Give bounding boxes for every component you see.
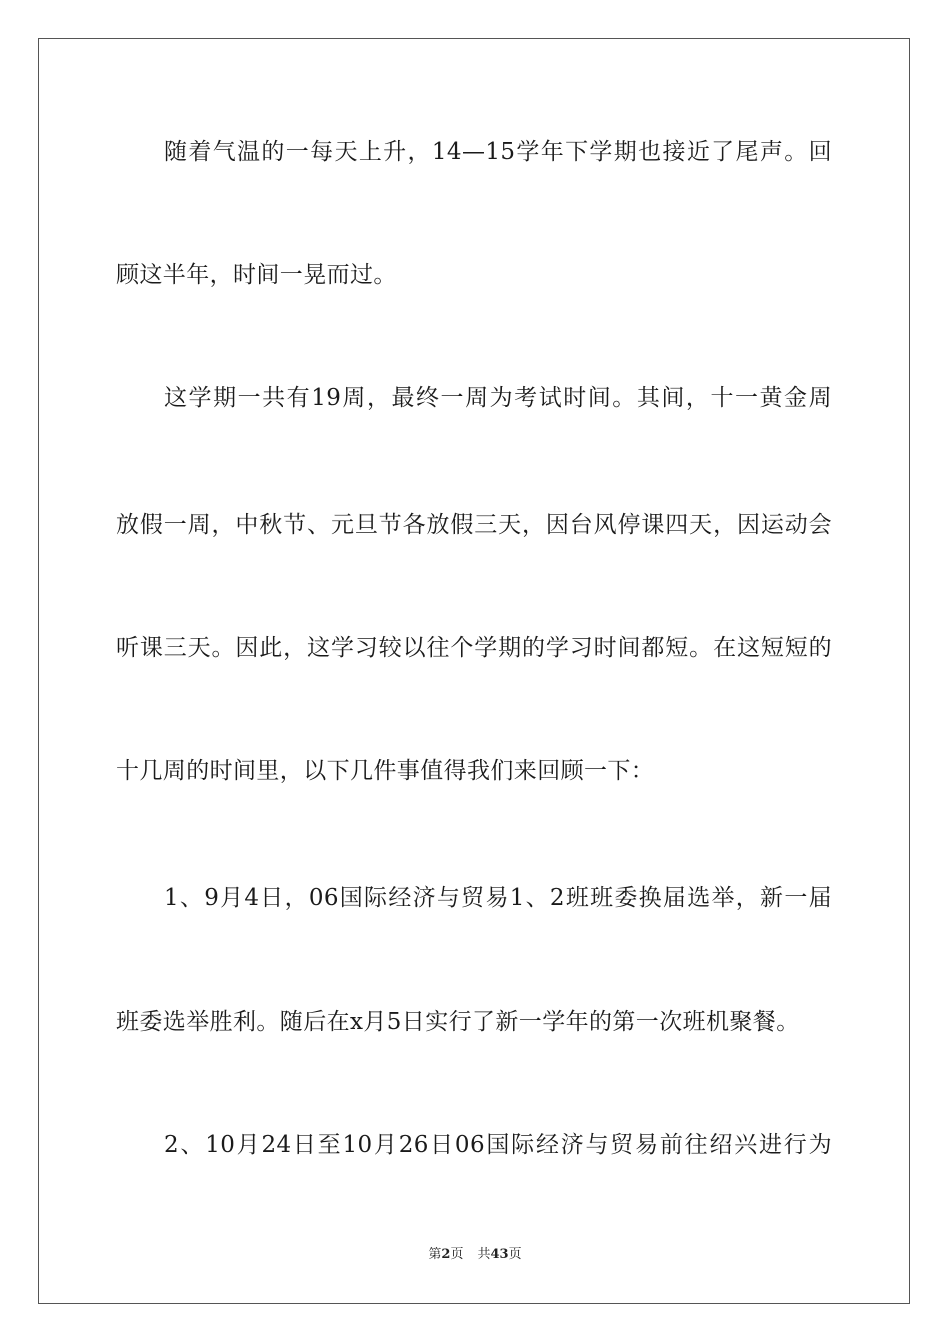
page-suffix: 页 bbox=[450, 1247, 464, 1262]
paragraph-line-1: 随着气温的一每天上升，14—15学年下学期也接近了尾声。回 bbox=[164, 139, 832, 165]
paragraph-line-8: 班委选举胜利。随后在x月5日实行了新一学年的第一次班机聚餐。 bbox=[116, 1009, 800, 1035]
paragraph-line-9: 2、10月24日至10月26日06国际经济与贸易前往绍兴进行为 bbox=[164, 1132, 832, 1158]
page-border bbox=[38, 38, 910, 1304]
total-prefix: 共 bbox=[477, 1247, 491, 1262]
paragraph-line-2: 顾这半年，时间一晃而过。 bbox=[116, 262, 397, 288]
paragraph-line-4: 放假一周，中秋节、元旦节各放假三天，因台风停课四天，因运动会 bbox=[116, 512, 832, 538]
total-pages: 43 bbox=[490, 1247, 509, 1262]
page-number: 2 bbox=[441, 1247, 451, 1262]
paragraph-line-7: 1、9月4日，06国际经济与贸易1、2班班委换届选举，新一届 bbox=[164, 885, 832, 911]
paragraph-line-5: 听课三天。因此，这学习较以往个学期的学习时间都短。在这短短的 bbox=[116, 635, 832, 661]
paragraph-line-6: 十几周的时间里，以下几件事值得我们来回顾一下： bbox=[116, 758, 655, 784]
paragraph-line-3: 这学期一共有19周，最终一周为考试时间。其间，十一黄金周 bbox=[164, 385, 832, 411]
page-prefix: 第 bbox=[428, 1247, 442, 1262]
page-footer bbox=[0, 1246, 950, 1264]
total-suffix: 页 bbox=[508, 1247, 522, 1262]
